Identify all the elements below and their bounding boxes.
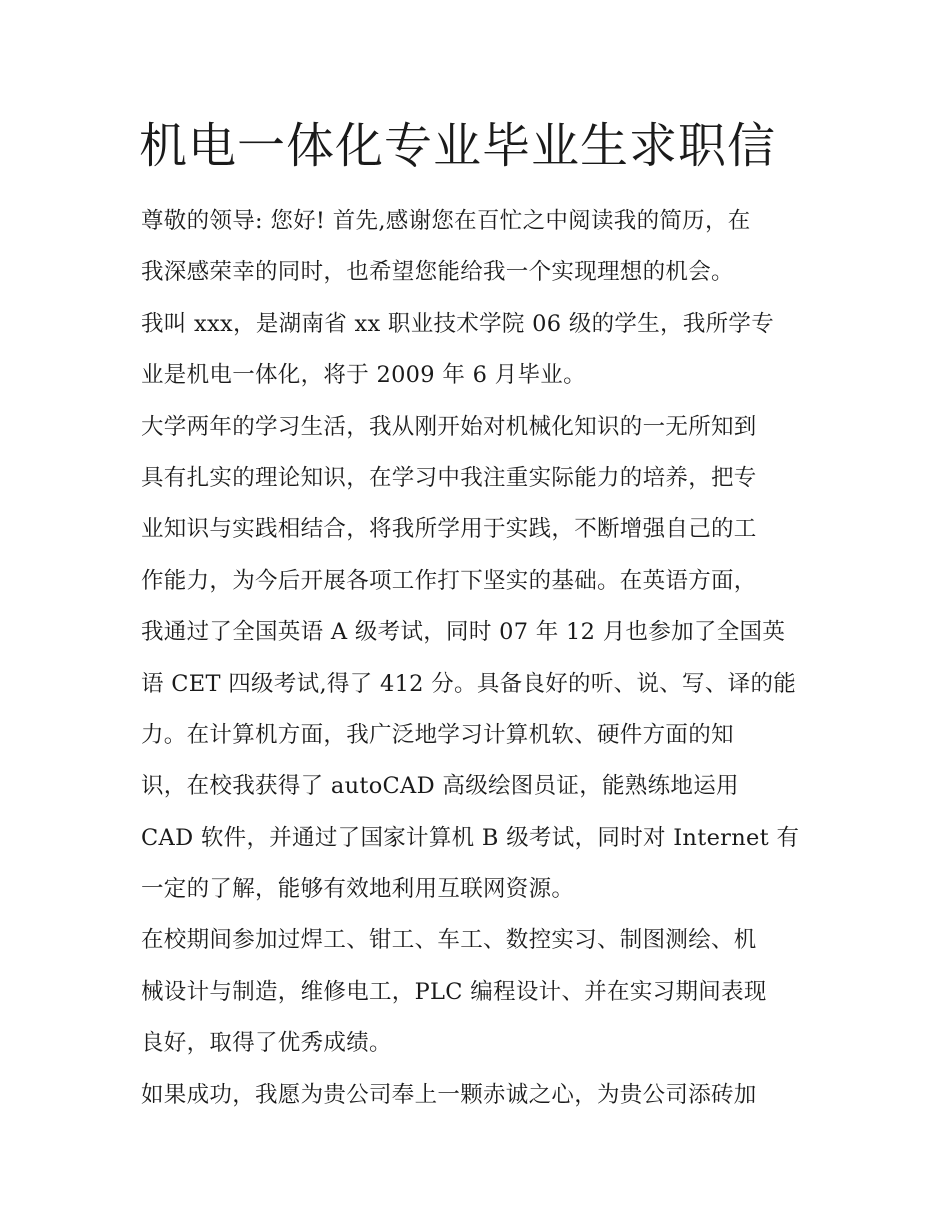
body-line: 我深感荣幸的同时，也希望您能给我一个实现理想的机会。 [141, 259, 734, 286]
body-line: 业知识与实践相结合，将我所学用于实践，不断增强自己的工 [141, 516, 757, 543]
body-line: 作能力，为今后开展各项工作打下坚实的基础。在英语方面， [141, 567, 757, 594]
body-line: 一定的了解，能够有效地利用互联网资源。 [141, 876, 575, 903]
body-line: 识，在校我获得了 autoCAD 高级绘图员证，能熟练地运用 [141, 773, 739, 800]
body-line: 业是机电一体化，将于 2009 年 6 月毕业。 [141, 362, 586, 389]
document-body [141, 196, 821, 1121]
body-line: CAD 软件，并通过了国家计算机 B 级考试，同时对 Internet 有 [141, 824, 800, 851]
body-line: 良好，取得了优秀成绩。 [141, 1030, 392, 1057]
body-line: 在校期间参加过焊工、钳工、车工、数控实习、制图测绘、机 [141, 927, 757, 954]
body-line: 尊敬的领导: 您好! 首先,感谢您在百忙之中阅读我的简历，在 [141, 208, 751, 234]
body-line: 力。在计算机方面，我广泛地学习计算机软、硬件方面的知 [141, 721, 734, 748]
body-line: 械设计与制造，维修电工，PLC 编程设计、并在实习期间表现 [141, 978, 767, 1005]
body-line: 大学两年的学习生活，我从刚开始对机械化知识的一无所知到 [141, 413, 757, 440]
body-line: 我叫 xxx，是湖南省 xx 职业技术学院 06 级的学生，我所学专 [141, 310, 775, 337]
body-line: 我通过了全国英语 A 级考试，同时 07 年 12 月也参加了全国英 [141, 619, 786, 646]
document-title: 机电一体化专业毕业生求职信 [139, 118, 777, 174]
body-line: 如果成功，我愿为贵公司奉上一颗赤诚之心，为贵公司添砖加 [141, 1081, 757, 1108]
body-line: 具有扎实的理论知识，在学习中我注重实际能力的培养，把专 [141, 464, 757, 491]
body-line: 语 CET 四级考试,得了 412 分。具备良好的听、说、写、译的能 [141, 670, 797, 697]
